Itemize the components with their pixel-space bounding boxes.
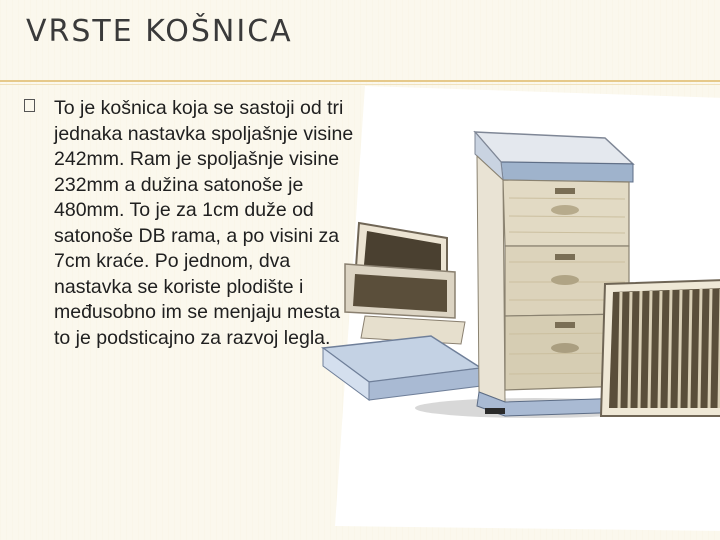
title-underline-secondary: [0, 84, 720, 85]
title-underline: [0, 80, 720, 82]
side-board-shape: [345, 223, 465, 344]
beehive-photo: [305, 86, 720, 531]
bullet-text: To je košnica koja se sastoji od tri jednaka nastavka spoljašnje visine 242mm. Ram je spoljašnje visine 232mm a dužina satonoše je 480mm. To je za 1cm duže od satonoše DB rama, a po visini za 7cm kraće. Po jednom, dva nastavka se koriste plodište i međusobno im se menjaju mesta to je podsticajno za razvoj legla.: [54, 97, 354, 349]
beehive-illustration: [305, 86, 720, 531]
frame-rack-shape: [601, 280, 720, 416]
slide-title: VRSTE KOŠNICA: [26, 14, 293, 49]
square-bullet-icon: [24, 99, 35, 112]
